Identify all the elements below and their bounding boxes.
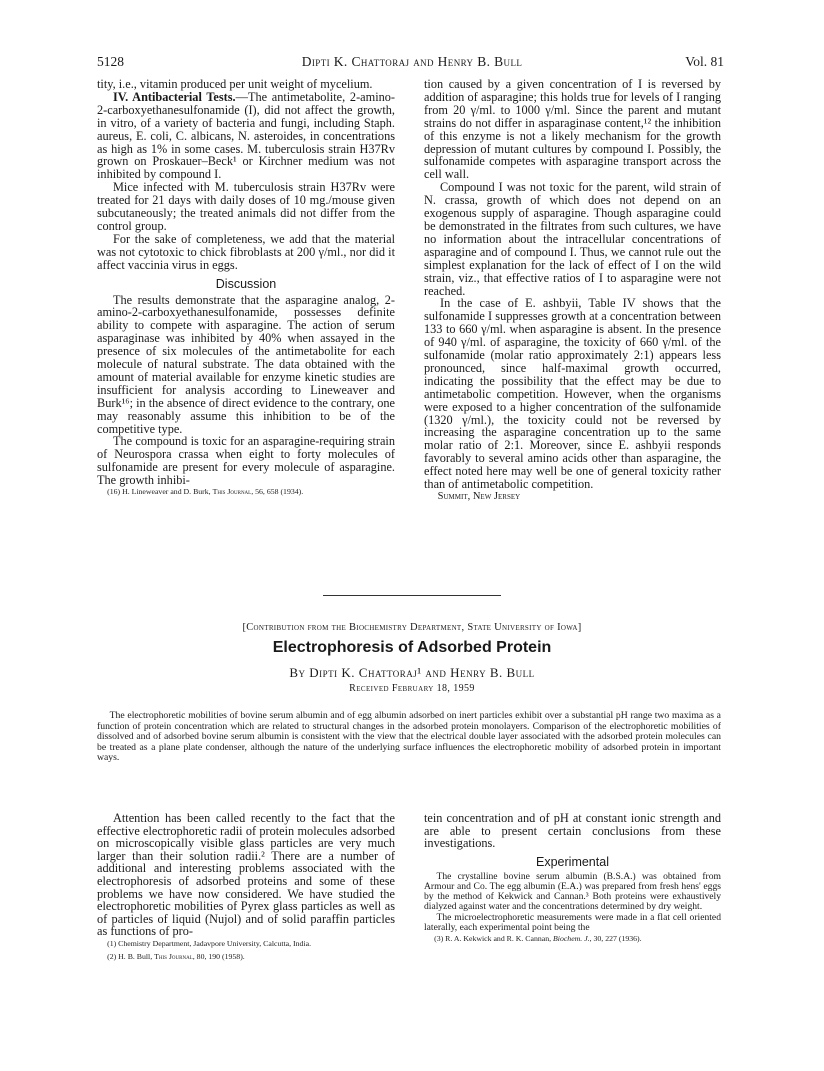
article-right-column	[424, 812, 721, 946]
footnote-2: (2) H. B. Bull, This Journal, 80, 190 (1958).	[107, 951, 245, 961]
prev-article-right-column	[424, 78, 721, 504]
affiliation-place: Summit, New Jersey	[437, 491, 521, 502]
paragraph: tity, i.e., vitamin produced per unit weight of mycelium.	[97, 77, 373, 91]
footnote-1: (1) Chemistry Department, Jadavpore University, Calcutta, India.	[107, 938, 312, 948]
prev-article-left-column	[97, 78, 395, 497]
paragraph: In the case of E. ashbyii, Table IV shows that the sulfonamide I suppresses growth at a concentration between 133 to 660 γ/ml. when asparagine is absent. In the presence of 940 γ/ml. of asparagine, the toxicity of 660 γ/ml. of the sulfonamide (molar ratio approximately 2:1) appears less pronounced, since half-maximal growth occurred, indicating the possibility that the effect may be due to antimetabolic competition. However, when the organisms were exposed to a higher concentration of the sulfonamide (1320 γ/ml.), the toxicity could not be reversed by increasing the asparagine concentration up to the same molar ratio of 2:1. Moreover, since E. ashbyii responds favorably to several amino acids other than asparagine, the effect noted here may well be one of general toxicity rather than of antimetabolic competition.	[424, 296, 721, 492]
footnote-3: (3) R. A. Kekwick and R. K. Cannan, Biochem. J., 30, 227 (1936).	[434, 933, 642, 943]
section-heading-experimental: Experimental	[536, 854, 609, 869]
experimental-paragraph: The crystalline bovine serum albumin (B.S.A.) was obtained from Armour and Co. The egg albumin (E.A.) was prepared from fresh hens' eggs by the method of Kekwick and Cannan.³ Both proteins were exhaustively dialyzed against water and the concentrations determined by dry weight.	[424, 870, 721, 913]
abstract	[97, 711, 721, 764]
abstract-text: The electrophoretic mobilities of bovine serum albumin and of egg albumin adsorbed on inert particles exhibit over a substantial pH range two maxima as a function of protein concentration which are related to structural changes in the adsorbed protein monolayers. Comparison of the electrophoretic mobilities of dissolved and of adsorbed bovine serum albumin is consistent with the view that the electrical double layer associated with the adsorbed protein molecules can be treated as a plane plate condenser, although the nature of the underlying surface influences the electrophoretic mobility of adsorbed protein in important ways.	[97, 710, 721, 764]
intro-paragraph: Attention has been called recently to the fact that the effective electrophoretic radii of protein molecules adsorbed on microscopically visible glass particles are very much larger than their solution radii.² There are a number of additional and interesting problems associated with the electrophoresis of adsorbed proteins and some of these problems we have now considered. We have studied the electrophoretic mobilities of Pyrex glass particles as well as of particles of liquid (Nujol) and of solid paraffin particles as functions of pro-	[97, 811, 395, 939]
paragraph: tion caused by a given concentration of I is reversed by addition of asparagine; this holds true for levels of I ranging from 20 γ/ml. to 1000 γ/ml. Since the parent and mutant strains do not differ in asparaginase content,¹² the inhibition of this enzyme is not a likely mechanism for the growth depression of mutant cultures by compound I. Possibly, the sulfonamide competes with asparagine transport across the cell wall.	[424, 77, 721, 182]
article-authors: By Dipti K. Chattoraj¹ and Henry B. Bull	[289, 665, 535, 680]
footnote-16: (16) H. Lineweaver and D. Burk, This Journal, 56, 658 (1934).	[107, 487, 304, 497]
article-separator-rule	[323, 595, 501, 596]
section-heading-antibacterial: IV. Antibacterial Tests.	[112, 89, 236, 104]
article-title: Electrophoresis of Adsorbed Protein	[272, 639, 552, 656]
volume-label: Vol. 81	[685, 54, 724, 69]
paragraph: IV. Antibacterial Tests.—The antimetabolite, 2-amino-2-carboxyethanesulfonamide (I), did not affect the growth, in vitro, of a variety of bacteria and fungi, including Staph. aureus, E. coli, C. albicans, N. asteroides, in concentrations as high as 1% in some cases. M. tuberculosis strain H37Rv grown on Proskauer–Beck¹ or Kirchner medium was not inhibited by compound I.	[97, 89, 395, 182]
paragraph: The compound is toxic for an asparagine-requiring strain of Neurospora crassa when eight to forty molecules of sulfonamide are present for every molecule of asparagine. The growth inhibi-	[97, 434, 395, 488]
paragraph: The results demonstrate that the asparagine analog, 2-amino-2-carboxyethanesulfonamide, possesses definite ability to compete with asparagine. The action of serum asparaginase was inhibited by 40% when assayed in the presence of six molecules of the antimetabolite for each molecule of natural substrate. The data obtained with the amount of material available for enzyme kinetic studies are insufficient for analysis according to Lineweaver and Burk¹⁶; in the absence of direct evidence to the contrary, one may reasonably assume this inhibition to be of the competitive type.	[97, 292, 395, 436]
paragraph: For the sake of completeness, we add that the material was not cytotoxic to chick fibroblasts at 200 γ/ml., nor did it affect vaccinia virus in eggs.	[97, 231, 395, 272]
paragraph: Mice infected with M. tuberculosis strain H37Rv were treated for 21 days with daily doses of 10 mg./mouse given subcutaneously; the treated animals did not differ from the control group.	[97, 180, 395, 233]
running-title: Dipti K. Chattoraj and Henry B. Bull	[301, 54, 523, 69]
paragraph: Compound I was not toxic for the parent, wild strain of N. crassa, growth of which does not depend on an exogenous supply of asparagine. Though asparagine could be demonstrated in the filtrates from such cultures, we have no information about the intracellular concentrations of asparagine and of compound I. Thus, we cannot rule out the simplest explanation for the lack of effect of I on the wild strain, viz., that effective ratios of I to asparagine were not reached.	[424, 180, 721, 298]
received-date: Received February 18, 1959	[349, 683, 475, 694]
page-number: 5128	[97, 54, 124, 69]
article-left-column	[97, 812, 395, 963]
contribution-line: [Contribution from the Biochemistry Department, State University of Iowa]	[242, 622, 582, 633]
section-heading-discussion: Discussion	[215, 276, 277, 291]
intro-continuation: tein concentration and of pH at constant ionic strength and are able to present certain conclusions from these investigations.	[424, 811, 721, 851]
experimental-paragraph: The microelectrophoretic measurements were made in a flat cell oriented laterally, each experimental point being the	[424, 911, 721, 933]
